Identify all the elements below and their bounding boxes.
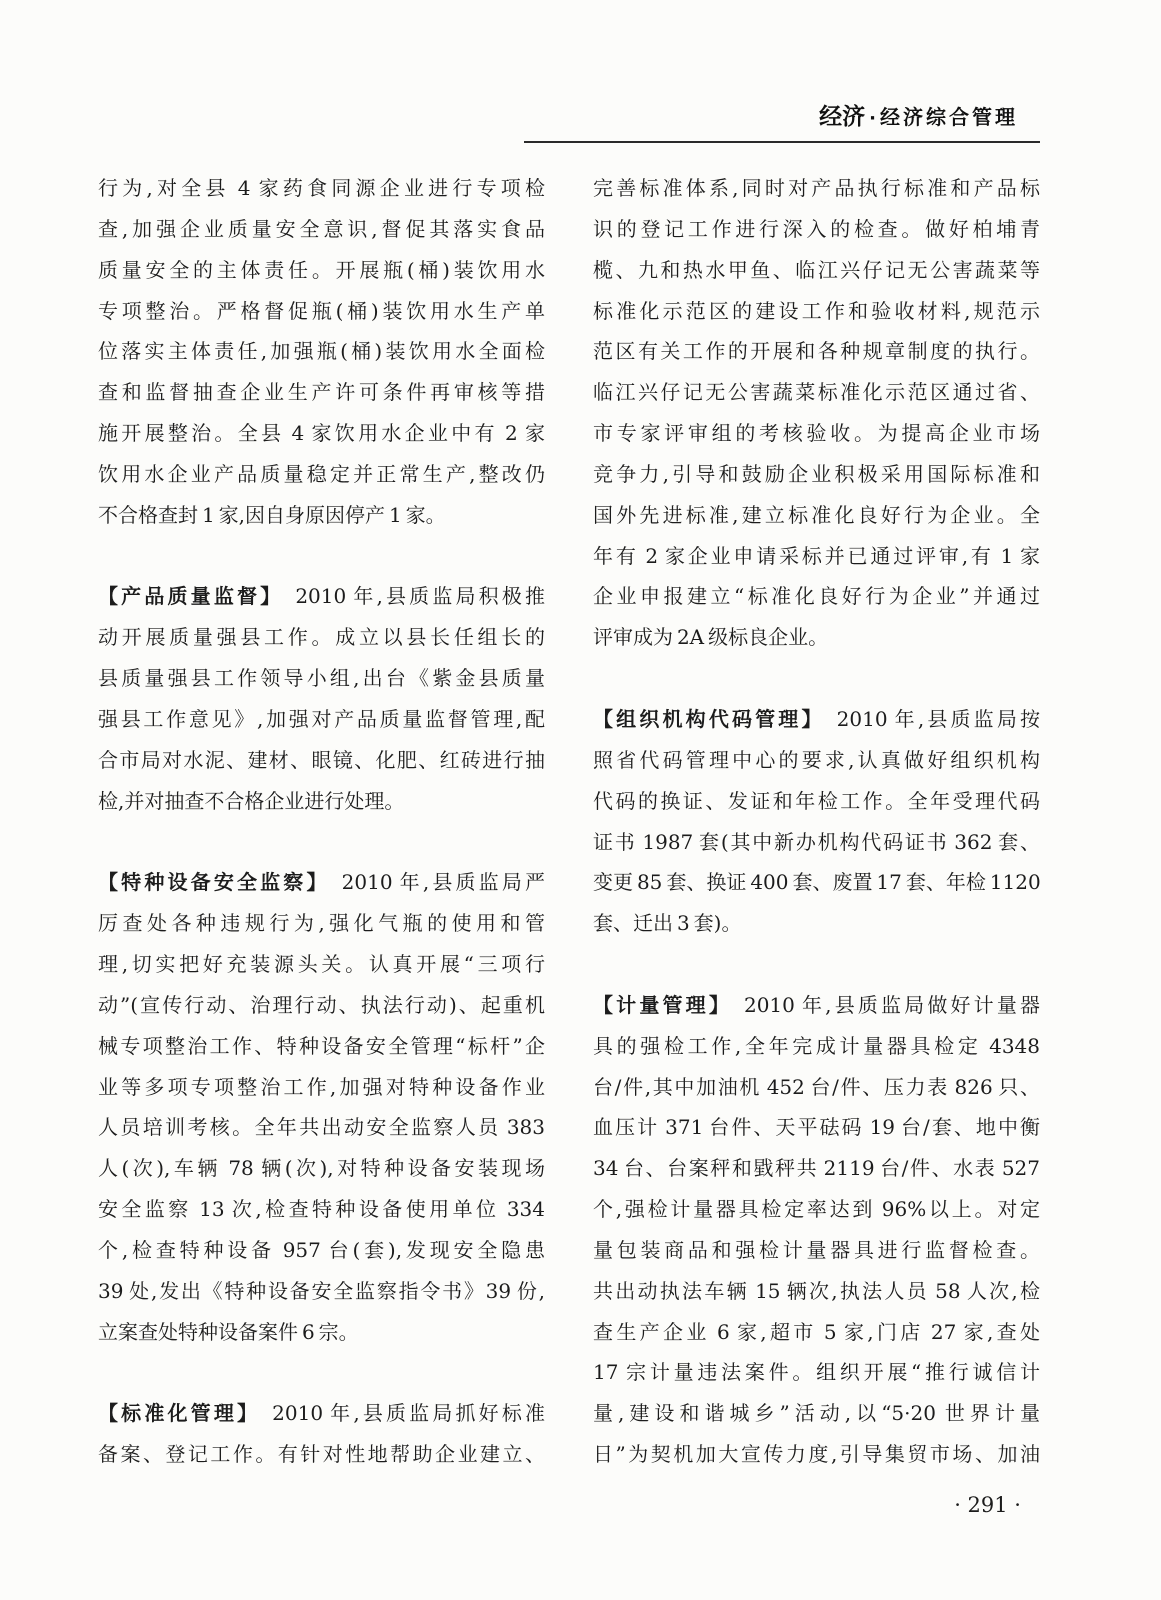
paragraph [98,1393,545,1475]
line-text: 具的强检工作,全年完成计量器具检定 4348 [593,1033,1040,1058]
line-text: 查生产企业 6 家,超市 5 家,门店 27 家,查处 [593,1319,1040,1344]
line-text: 评审成为 2A 级标良企业。 [593,625,829,650]
header-separator: · [869,108,876,129]
line-text: 临江兴仔记无公害蔬菜标准化示范区通过省、 [593,380,1040,405]
line-text: 34 台、台案秤和戥秤共 2119 台/件、水表 527 [593,1156,1040,1181]
text-line [98,495,545,536]
line-text: 国外先进标准,建立标准化良好行为企业。全 [593,502,1040,527]
line-text: 合市局对水泥、建材、眼镜、化肥、红砖进行抽 [98,747,545,772]
text-line [98,291,545,332]
line-text: 量包装商品和强检计量器具进行监督检查。 [593,1237,1040,1262]
line-text: 动”(宣传行动、治理行动、执法行动)、起重机 [98,992,545,1017]
line-text: 人员培训考核。全年共出动安全监察人员 383 [98,1115,545,1140]
line-text: 共出动执法车辆 15 辆次,执法人员 58 人次,检 [593,1278,1040,1303]
line-text: 检,并对抽查不合格企业进行处理。 [98,788,405,813]
text-line [593,576,1040,617]
line-text: 2010 年,县质监局积极推 [295,584,545,609]
text-line [98,1107,545,1148]
line-text: 查,加强企业质量安全意识,督促其落实食品 [98,216,545,241]
text-line [593,536,1040,577]
text-line [593,1271,1040,1312]
text-line [98,1434,545,1475]
line-text: 强县工作意见》,加强对产品质量监督管理,配 [98,706,545,731]
text-line [593,1230,1040,1271]
text-line [98,250,545,291]
text-line [98,862,545,903]
paragraph [98,168,545,536]
paragraph [593,985,1040,1475]
line-text: 39 处,发出《特种设备安全监察指令书》39 份, [98,1278,545,1303]
text-line [593,372,1040,413]
text-line [593,1393,1040,1434]
text-line [98,1067,545,1108]
text-line [98,372,545,413]
text-line [593,1148,1040,1189]
header-section: 经济 [819,104,866,130]
text-line [593,1434,1040,1475]
line-text: 行为,对全县 4 家药食同源企业进行专项检 [98,176,545,200]
running-header [819,100,1018,136]
line-text: 范区有关工作的开展和各种规章制度的执行。 [593,339,1040,364]
line-text: 年有 2 家企业申请采标并已通过评审,有 1 家 [593,543,1040,568]
text-line [593,617,1040,658]
text-line [593,740,1040,781]
line-text: 标准化示范区的建设工作和验收材料,规范示 [593,298,1040,323]
text-line [593,250,1040,291]
line-text: 血压计 371 台件、天平砝码 19 台/套、地中衡 [593,1115,1040,1140]
text-line [593,495,1040,536]
text-line [593,168,1040,209]
text-line [98,1230,545,1271]
text-line [98,903,545,944]
line-text: 安全监察 13 次,检查特种设备使用单位 334 [98,1197,545,1222]
text-line [593,291,1040,332]
section-heading: 【组织机构代码管理】 [593,706,825,731]
line-text: 业等多项专项整治工作,加强对特种设备作业 [98,1074,545,1099]
line-text: 代码的换证、发证和年检工作。全年受理代码 [593,788,1040,813]
line-text: 市专家评审组的考核验收。为提高企业市场 [593,421,1040,446]
paragraph [593,699,1040,944]
text-line [98,617,545,658]
line-text: 2010 年,县质监局抓好标准 [272,1401,546,1426]
line-text: 2010 年,县质监局做好计量器 [743,992,1040,1017]
text-line [98,1393,545,1434]
text-line [98,699,545,740]
paragraph [98,576,545,821]
line-text: 2010 年,县质监局按 [836,706,1040,731]
line-text: 2010 年,县质监局严 [341,870,545,895]
left-column [98,168,545,1475]
text-line [593,454,1040,495]
line-text: 理,切实把好充装源头关。认真开展“三项行 [98,952,545,977]
line-text: 识的登记工作进行深入的检查。做好柏埔青 [593,216,1040,241]
line-text: 个,强检计量器具检定率达到 96%以上。对定 [593,1197,1040,1222]
section-heading: 【产品质量监督】 [98,584,284,609]
line-text: 饮用水企业产品质量稳定并正常生产,整改仍 [98,461,545,486]
line-text: 完善标准体系,同时对产品执行标准和产品标 [593,176,1040,200]
paragraph [593,168,1040,658]
line-text: 不合格查封 1 家,因自身原因停产 1 家。 [98,502,446,527]
text-line [98,331,545,372]
text-line [593,1352,1040,1393]
text-line [98,781,545,822]
text-line [593,822,1040,863]
line-text: 施开展整治。全县 4 家饮用水企业中有 2 家 [98,421,545,446]
text-line [593,699,1040,740]
line-text: 位落实主体责任,加强瓶(桶)装饮用水全面检 [98,339,545,364]
text-line [593,1107,1040,1148]
line-text: 厉查处各种违规行为,强化气瓶的使用和管 [98,911,545,936]
text-line [98,1189,545,1230]
paragraph [98,862,545,1352]
text-line [593,903,1040,944]
line-text: 竞争力,引导和鼓励企业积极采用国际标准和 [593,461,1040,486]
line-text: 动开展质量强县工作。成立以县长任组长的 [98,625,545,650]
text-line [593,1026,1040,1067]
line-text: 个,检查特种设备 957 台(套),发现安全隐患 [98,1237,545,1262]
header-rule [524,141,1040,143]
line-text: 人(次),车辆 78 辆(次),对特种设备安装现场 [98,1156,545,1181]
text-line [98,1271,545,1312]
right-column [593,168,1040,1475]
text-line [593,862,1040,903]
line-text: 照省代码管理中心的要求,认真做好组织机构 [593,747,1040,772]
text-line [98,1026,545,1067]
line-text: 县质量强县工作领导小组,出台《紫金县质量 [98,666,545,691]
text-line [593,781,1040,822]
line-text: 台/件,其中加油机 452 台/件、压力表 826 只、 [593,1074,1040,1099]
line-text: 专项整治。严格督促瓶(桶)装饮用水生产单 [98,298,545,323]
line-text: 备案、登记工作。有针对性地帮助企业建立、 [98,1442,545,1467]
text-line [98,168,545,209]
text-line [98,454,545,495]
line-text: 榄、九和热水甲鱼、临江兴仔记无公害蔬菜等 [593,257,1040,282]
section-heading: 【标准化管理】 [98,1401,261,1426]
header-subsection: 经济综合管理 [880,105,1018,129]
text-line [593,1312,1040,1353]
section-heading: 【计量管理】 [593,992,732,1017]
line-text: 立案查处特种设备案件 6 宗。 [98,1319,359,1344]
line-text: 械专项整治工作、特种设备安全管理“标杆”企 [98,1033,545,1058]
text-line [98,944,545,985]
line-text: 日”为契机加大宣传力度,引导集贸市场、加油 [593,1442,1040,1467]
line-text: 查和监督抽查企业生产许可条件再审核等措 [98,380,545,405]
text-line [593,209,1040,250]
line-text: 企业申报建立“标准化良好行为企业”并通过 [593,584,1040,609]
line-text: 质量安全的主体责任。开展瓶(桶)装饮用水 [98,257,545,282]
text-line [98,985,545,1026]
text-line [593,331,1040,372]
text-line [593,1067,1040,1108]
section-heading: 【特种设备安全监察】 [98,870,330,895]
text-line [98,658,545,699]
page-number: · 291 · [954,1493,1021,1517]
text-line [98,209,545,250]
text-line [593,985,1040,1026]
line-text: 套、迁出 3 套)。 [593,911,742,936]
text-line [593,1189,1040,1230]
text-line [98,1312,545,1353]
text-line [98,576,545,617]
line-text: 量,建设和谐城乡”活动,以“5·20 世界计量 [593,1401,1040,1426]
line-text: 变更 85 套、换证 400 套、废置 17 套、年检 1120 [593,870,1041,895]
text-line [98,413,545,454]
text-line [98,740,545,781]
text-line [593,413,1040,454]
text-line [98,1148,545,1189]
line-text: 17 宗计量违法案件。组织开展“推行诚信计 [593,1360,1040,1385]
line-text: 证书 1987 套(其中新办机构代码证书 362 套、 [593,829,1040,854]
